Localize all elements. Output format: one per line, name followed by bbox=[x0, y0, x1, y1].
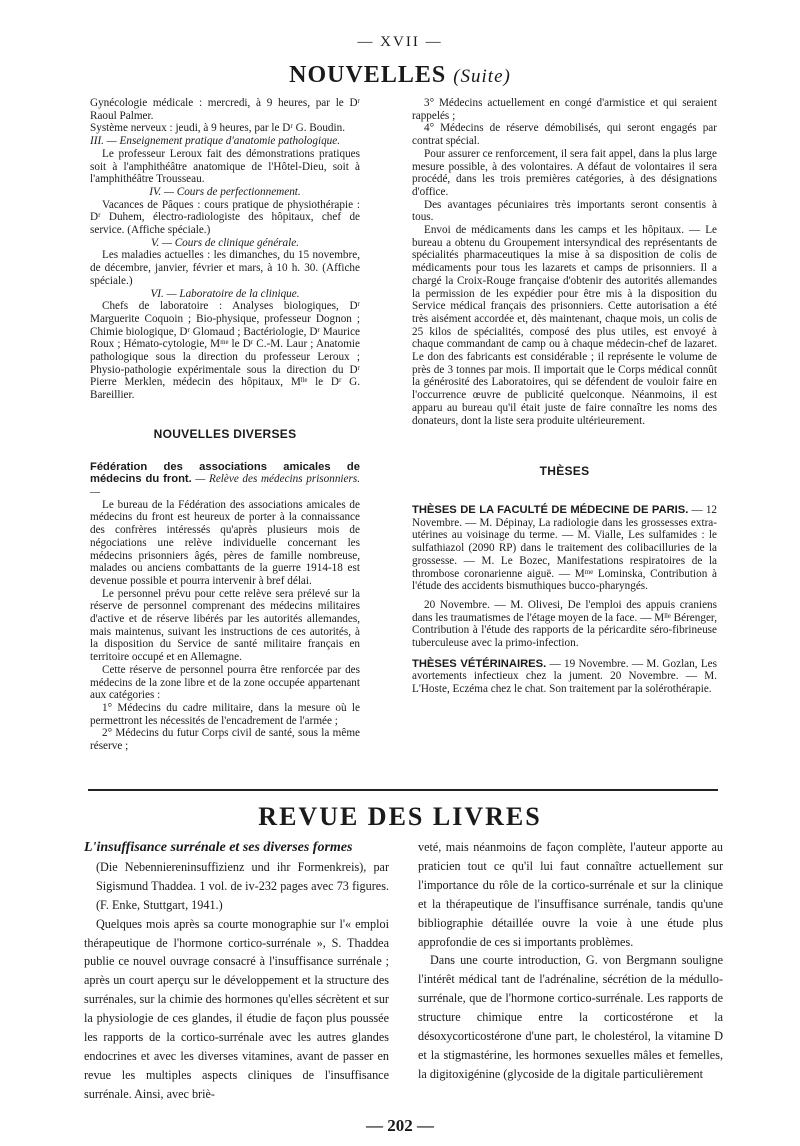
paragraph: veté, mais néanmoins de façon complète, l'auteur apporte au praticien tout ce qu'il lui faut connaître actuellement sur l'importance du rôle de la cortico-surrénale et sur la clinique et la thérapeutique de l'insuffisance surrénale, tandis qu'une bibliographie détaillée ouvre la voie à une étude plus approfondie de ces si importants problèmes. bbox=[418, 840, 723, 949]
subheading: III. — Enseignement pratique d'anatomie pathologique. bbox=[90, 135, 341, 148]
paragraph: Gynécologie médicale : mercredi, à 9 heures, par le Dʳ Raoul Palmer. bbox=[90, 97, 360, 122]
section-title-revue-des-livres: REVUE DES LIVRES bbox=[258, 802, 542, 831]
paragraph: Pour assurer ce renforcement, il sera fait appel, dans la plus large mesure possible, à des volontaires. A défaut de volontaires il sera procédé, dans les trois premières catégories, à des désignations d'office. bbox=[412, 147, 717, 198]
book-title: L'insuffisance surrénale et ses diverses formes bbox=[84, 840, 353, 855]
theses-faculte-heading: THÈSES DE LA FACULTÉ DE MÉDECINE DE PARIS. bbox=[412, 503, 689, 516]
paragraph: Vacances de Pâques : cours pratique de physiothérapie : Dʳ Duhem, électro-radiologiste des hôpitaux, chef de service. (Affiche spéciale.) bbox=[90, 198, 360, 237]
paragraph: Dans une courte introduction, G. von Bergmann souligne l'intérêt médical tant de l'adrénaline, sécrétion de la médullo-surrénale, que de l'hormone cortico-surrénale. Les rapports de structure chimique entre la corticostérone et la désoxycorticostérone d'une part, le cholestérol, la vitamine D et la stigmastérine, les hormones sexuelles mâles et femelles, la digitoxigénine (glycoside de la digitale particulièrement bbox=[418, 953, 723, 1081]
left-column bbox=[90, 97, 360, 753]
theses-faculte-text: — 12 Novembre. — M. Dépinay, La radiologie dans les grossesses extra-utérines au voisinage du terme. — M. Vialle, Les sulfamides : le sulfathiazol (2090 RP) dans le traitement des colibacilluries de la grossesse. — M. Le Bozec, Manifestations respiratoires de la thrombose coronarienne aiguë. — Mᵐᵉ Lominska, Contribution à l'étude des accidents bismuthiques bucco-pharyngés. bbox=[412, 503, 718, 593]
paragraph: Envoi de médicaments dans les camps et les hôpitaux. — Le bureau a obtenu du Groupement intersyndical des représentants de spécialités pharmaceutiques la mise à sa disposition de colis de médicaments pour tous les lazarets et camps de prisonniers. Il a chargé la Croix-Rouge française d'obtenir des autorités allemandes la permission de les expédier pour être mis à la disposition du Service médical français des prisonniers. Cette autorisation a été très aisément accordée et, dès maintenant, chaque mois, un colis de 25 kilos de spécialités, composé des plus utiles, est envoyé à chaque commandant de camp ou à chaque médecin-chef de lazaret. Le don des fabricants est considérable ; il représente le volume de près de 3 tonnes par mois. Il importait que le Corps médical connût la générosité des Laboratoires, qui se défendent de vouloir faire en l'occurrence œuvre de publicité quelconque. Néanmoins, il est apparu au bureau qu'il était juste de faire connaître les noms des donateurs, dont la liste sera produite ultérieurement. bbox=[412, 224, 717, 427]
book-details: (Die Nebenniereninsuffizienz und ihr Formenkreis), par Sigismund Thaddea. 1 vol. de iv-232 pages avec 73 figures. (F. Enke, Stuttgart, 1941.) bbox=[96, 859, 389, 912]
paragraph: Quelques mois après sa courte monographie sur l'« emploi thérapeutique de l'hormone cortico-surrénale », S. Thaddea publie ce nouvel ouvrage consacré à l'insuffisance surrénale ; après un court aperçu sur le développement et la structure des surrénales, sur la chimie des hormones qu'elles sécrètent et sur la physiologie de ces glandes, il étudie de façon plus poussée les rapports de la cortico-surrénale avec les autres glandes endocrines et avec les diverses vitamines, avant de passer en revue les multiples aspects cliniques de l'insuffisance surrénale. Ainsi, avec briè- bbox=[84, 916, 389, 1101]
paragraph: Le professeur Leroux fait des démonstrations pratiques soit à l'amphithéâtre anatomique de l'Hôtel-Dieu, soit à l'amphithéâtre Trousseau. bbox=[90, 147, 360, 186]
paragraph: Système nerveux : jeudi, à 9 heures, par le Dʳ G. Boudin. bbox=[90, 122, 346, 135]
paragraph: 3° Médecins actuellement en congé d'armistice et qui seraient rappelés ; bbox=[412, 97, 717, 122]
paragraph: 4° Médecins de réserve démobilisés, qui seront engagés par contrat spécial. bbox=[412, 122, 717, 148]
title-main: NOUVELLES bbox=[289, 62, 447, 88]
paragraph: Le bureau de la Fédération des associations amicales de médecins du front est heureux de porter à la connaissance des confrères intéressés qu'après plusieurs mois de négociations une relève individuelle concernant les médecins prisonniers âgés, pères de famille nombreuse, malades ou anciens combattants de la guerre 1914-18 est devenue possible et pourra intervenir à bref délai. bbox=[90, 498, 360, 587]
subheading: IV. — Cours de perfectionnement. bbox=[149, 185, 301, 198]
paragraph: Chefs de laboratoire : Analyses biologiques, Dʳ Marguerite Coquoin ; Bio-physique, professeur Dognon ; Chimie biologique, Dʳ Glomaud ; Bactériologie, Dʳ Maurice Roux ; Hémato-cytologie, Mᵐᵉ le Dʳ C.-M. Laur ; Anatomie pathologique sous la direction du professeur Leroux ; Physio-pathologie expérimentale sous la direction du Dʳ Pierre Merklen, médecin des hôpitaux, Mˡˡᵉ le Dʳ G. Bareillier. bbox=[90, 300, 360, 402]
theses-veterinaires-text: — 19 Novembre. — M. Gozlan, Les avortements infectieux chez la jument. 20 Novembre. — M. L'Hoste, Eczéma chez le chat. Son traitement par la solérothérapie. bbox=[412, 657, 718, 696]
paragraph: Des avantages pécuniaires très importants seront consentis à tous. bbox=[412, 198, 717, 224]
page-number: — 202 — bbox=[366, 1116, 434, 1135]
paragraph: 1° Médecins du cadre militaire, dans la mesure où le permettront les nécessités de l'encadrement de l'armée ; bbox=[90, 701, 360, 727]
paragraph: Cette réserve de personnel pourra être renforcée par des médecins de la zone libre et de la zone occupée appartenant aux catégories : bbox=[90, 663, 360, 702]
subheading: V. — Cours de clinique générale. bbox=[150, 236, 299, 249]
paragraph: 20 Novembre. — M. Olivesi, De l'emploi des appuis craniens dans les traumatismes de l'étage moyen de la face. — Mˡˡᵉ Bérenger, Contribution à l'étude des rapports de la péricardite séro-fibrineuse tuberculeuse avec la primo-infection. bbox=[412, 598, 717, 650]
subheading: VI. — Laboratoire de la clinique. bbox=[150, 287, 300, 300]
paragraph: 2° Médecins du futur Corps civil de santé, sous la même réserve ; bbox=[90, 727, 360, 753]
book-review-right-column bbox=[418, 838, 723, 1084]
paragraph: Le personnel prévu pour cette relève sera prélevé sur la réserve de personnel comprenant des médecins militaires d'active et de réserve libérés par les autorités allemandes, mais maintenus, suivant les instructions de ces autorités, à la disposition du Service de santé militaire français en territoire occupé et en Allemagne. bbox=[90, 587, 360, 664]
right-column bbox=[412, 97, 717, 696]
title-suffix: (Suite) bbox=[453, 66, 511, 87]
book-review-left-column bbox=[84, 838, 389, 1104]
federation-heading: Fédération des associations amicales de médecins du front. bbox=[90, 460, 360, 486]
theses-veterinaires-heading: THÈSES VÉTÉRINAIRES. bbox=[412, 657, 547, 670]
paragraph: Les maladies actuelles : les dimanches, du 15 novembre, de décembre, janvier, février et mars, à 10 h. 30. (Affiche spéciale.) bbox=[90, 249, 360, 287]
section-title-theses: THÈSES bbox=[539, 464, 590, 479]
section-title-nouvelles-diverses: NOUVELLES DIVERSES bbox=[153, 426, 297, 441]
page-roman-numeral: — XVII — bbox=[357, 34, 443, 50]
federation-subtitle: — Relève des médecins prisonniers. — bbox=[90, 473, 361, 498]
horizontal-divider bbox=[88, 789, 718, 791]
page-title bbox=[0, 62, 800, 89]
